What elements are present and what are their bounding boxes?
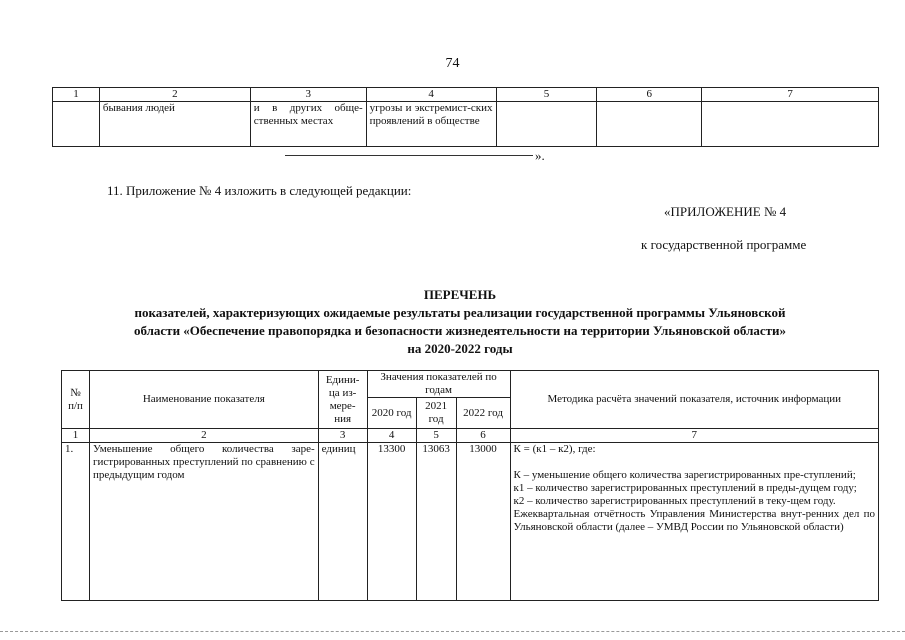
table-cell: бывания людей xyxy=(99,102,250,147)
row-value-2021: 13063 xyxy=(416,443,456,601)
title-line: показателей, характеризующих ожидаемые результаты реализации государственной программы Ульяновской xyxy=(134,305,786,320)
col-number-6: 6 xyxy=(456,429,510,443)
col-number-1: 1 xyxy=(62,429,90,443)
method-source: Ежеквартальная отчётность Управления Министерства внут-ренних дел по Ульяновской области (далее – УМВД России по Ульяновской области) xyxy=(513,508,875,533)
table-cell xyxy=(53,102,100,147)
row-value-2020: 13300 xyxy=(367,443,416,601)
method-k1: к1 – количество зарегистрированных преступлений в преды-дущем году; xyxy=(513,482,857,494)
col-number-5: 5 xyxy=(416,429,456,443)
method-k: К – уменьшение общего количества зарегистрированных пре-ступлений; xyxy=(513,469,856,481)
header-unit: Едини-ца из-мере-ния xyxy=(318,371,367,429)
col-number-3: 3 xyxy=(250,88,366,102)
appendix-subtitle: к государственной программе xyxy=(641,237,807,252)
amendment-instruction: 11. Приложение № 4 изложить в следующей редакции: xyxy=(107,183,412,198)
closing-quote: ». xyxy=(535,148,545,163)
header-year-2021: 2021 год xyxy=(416,398,456,429)
col-number-3: 3 xyxy=(318,429,367,443)
continuation-table-header xyxy=(53,88,879,102)
col-number-2: 2 xyxy=(99,88,250,102)
method-k2: к2 – количество зарегистрированных преступлений в теку-щем году. xyxy=(513,495,836,507)
col-number-4: 4 xyxy=(366,88,496,102)
header-values-group: Значения показателей по годам xyxy=(367,371,510,398)
table-cell xyxy=(702,102,879,147)
row-name: Уменьшение общего количества заре-гистрированных преступлений по сравнению с предыдущим годом xyxy=(89,443,318,601)
header-num: № п/п xyxy=(62,371,90,429)
header-name: Наименование показателя xyxy=(89,371,318,429)
col-number-6: 6 xyxy=(597,88,702,102)
column-number-row xyxy=(62,429,879,443)
row-value-2022: 13000 xyxy=(456,443,510,601)
continuation-table xyxy=(52,87,879,147)
table-row xyxy=(53,102,879,147)
col-number-7: 7 xyxy=(510,429,878,443)
header-method: Методика расчёта значений показателя, источник информации xyxy=(510,371,878,429)
method-formula: К = (к1 – к2), где: xyxy=(513,443,596,455)
row-unit: единиц xyxy=(318,443,367,601)
row-num: 1. xyxy=(62,443,90,601)
row-method xyxy=(510,443,878,601)
table-row xyxy=(62,443,879,601)
header-year-2022: 2022 год xyxy=(456,398,510,429)
title-line: области «Обеспечение правопорядка и безопасности жизнедеятельности на территории Ульяновской области» xyxy=(133,323,787,338)
col-number-7: 7 xyxy=(702,88,879,102)
header-year-2020: 2020 год xyxy=(367,398,416,429)
table-cell xyxy=(597,102,702,147)
title-heading: ПЕРЕЧЕНЬ xyxy=(423,287,497,302)
table-cell xyxy=(496,102,597,147)
page-number: 74 xyxy=(445,56,460,71)
header-row xyxy=(62,371,879,398)
table-cell: и в других обще-ственных местах xyxy=(250,102,366,147)
col-number-5: 5 xyxy=(496,88,597,102)
document-title xyxy=(70,286,850,358)
closing-line xyxy=(285,155,533,156)
appendix-title: «ПРИЛОЖЕНИЕ № 4 xyxy=(664,204,787,219)
col-number-1: 1 xyxy=(53,88,100,102)
title-line: на 2020-2022 годы xyxy=(407,341,513,356)
page-bottom-edge xyxy=(0,631,905,632)
col-number-2: 2 xyxy=(89,429,318,443)
col-number-4: 4 xyxy=(367,429,416,443)
indicators-table xyxy=(61,370,879,601)
table-cell: угрозы и экстремист-ских проявлений в обществе xyxy=(366,102,496,147)
